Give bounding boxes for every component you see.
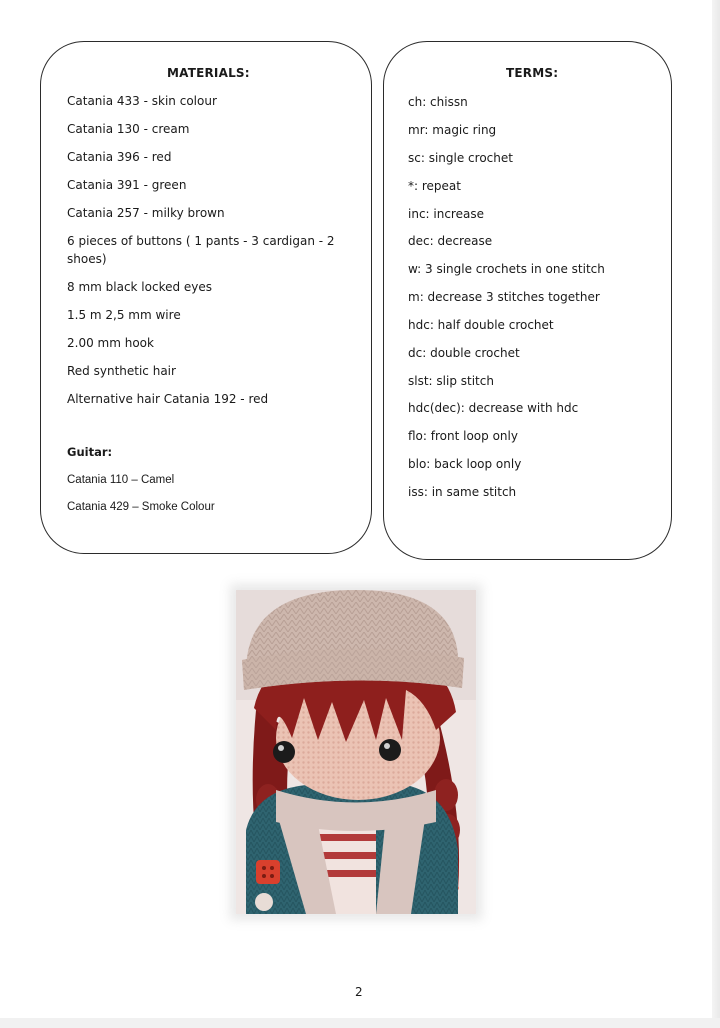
term-item: slst: slip stitch xyxy=(408,374,494,388)
term-item: dec: decrease xyxy=(408,234,493,248)
guitar-item: Catania 429 – Smoke Colour xyxy=(67,501,215,513)
material-item: Catania 433 - skin colour xyxy=(67,94,217,108)
material-item: Catania 130 - cream xyxy=(67,122,190,136)
materials-box xyxy=(40,41,372,554)
term-item: m: decrease 3 stitches together xyxy=(408,290,600,304)
terms-box xyxy=(383,41,672,560)
doll-illustration xyxy=(236,590,476,914)
term-item: *: repeat xyxy=(408,179,461,193)
button-icon xyxy=(256,860,280,884)
term-item: ch: chissn xyxy=(408,95,468,109)
terms-title: TERMS: xyxy=(506,66,559,80)
term-item: flo: front loop only xyxy=(408,429,518,443)
right-eye xyxy=(379,739,401,761)
crochet-doll-photo xyxy=(236,590,476,914)
term-item: hdc: half double crochet xyxy=(408,318,554,332)
term-item: w: 3 single crochets in one stitch xyxy=(408,262,605,276)
material-item: 2.00 mm hook xyxy=(67,336,154,350)
term-item: iss: in same stitch xyxy=(408,485,517,499)
material-item: 1.5 m 2,5 mm wire xyxy=(67,308,181,322)
page-edge xyxy=(712,0,720,1028)
page-number: 2 xyxy=(355,985,363,999)
material-item: Red synthetic hair xyxy=(67,364,176,378)
left-eye xyxy=(273,741,295,763)
term-item: inc: increase xyxy=(408,207,484,221)
term-item: mr: magic ring xyxy=(408,123,497,137)
material-item: Catania 391 - green xyxy=(67,178,187,192)
guitar-item: Catania 110 – Camel xyxy=(67,474,175,486)
material-item: 8 mm black locked eyes xyxy=(67,280,213,294)
material-item: Catania 257 - milky brown xyxy=(67,206,225,220)
material-item: Alternative hair Catania 192 - red xyxy=(67,392,269,406)
term-item: blo: back loop only xyxy=(408,457,522,471)
materials-title: MATERIALS: xyxy=(167,66,250,80)
material-item: 6 pieces of buttons ( 1 pants - 3 cardigan - 2 shoes) xyxy=(67,234,335,266)
guitar-title: Guitar: xyxy=(67,445,113,459)
term-item: dc: double crochet xyxy=(408,346,520,360)
material-item: Catania 396 - red xyxy=(67,150,172,164)
page-bottom-edge xyxy=(0,1018,720,1028)
term-item: sc: single crochet xyxy=(408,151,513,165)
term-item: hdc(dec): decrease with hdc xyxy=(408,401,579,415)
